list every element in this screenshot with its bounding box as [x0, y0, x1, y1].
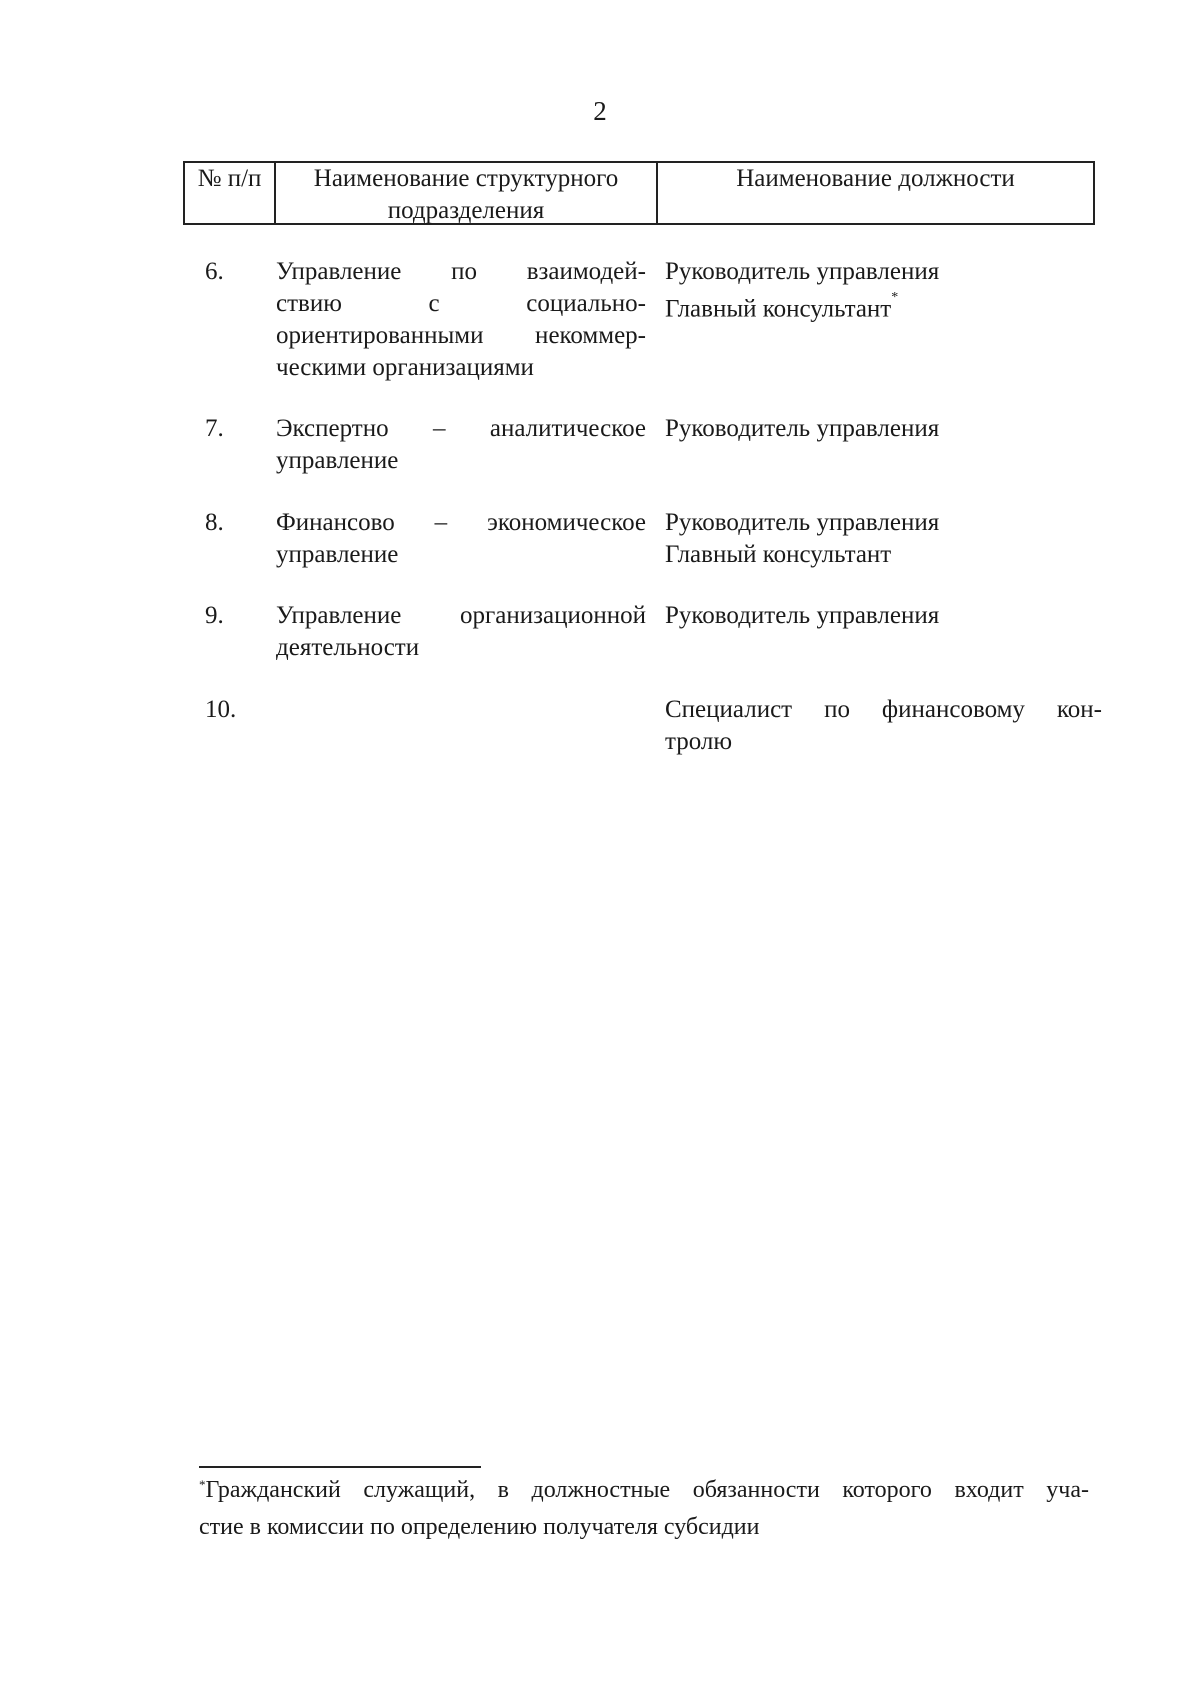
unit-line: Финансово – экономическое	[276, 509, 646, 536]
footnote-marker: *	[199, 1477, 206, 1492]
row-number: 8.	[205, 509, 224, 536]
footnote-text-line1: Гражданский служащий, в должностные обязанности которого входит уча-	[205, 1477, 1089, 1503]
footnote	[199, 1473, 1089, 1544]
table-header	[183, 161, 1095, 225]
position-line: Главный консультант	[665, 295, 892, 323]
position-name	[665, 256, 1102, 325]
header-unit-line1: Наименование структурного	[313, 165, 619, 192]
position-name	[665, 507, 1102, 571]
position-line: Руководитель управления	[665, 258, 940, 285]
unit-line: управление	[276, 541, 399, 568]
position-line: Руководитель управления	[665, 602, 940, 629]
position-line: Специалист по финансовому кон-	[665, 696, 1102, 723]
unit-name	[276, 507, 646, 571]
position-line-with-marker	[665, 288, 1102, 325]
unit-name	[276, 256, 646, 384]
position-name	[665, 413, 1102, 445]
unit-line: управление	[276, 447, 399, 474]
row-number: 7.	[205, 415, 224, 442]
row-number: 9.	[205, 602, 224, 629]
unit-line: ориентированными некоммер-	[276, 322, 646, 349]
position-line: Главный консультант	[665, 541, 892, 568]
footnote-line	[199, 1473, 1089, 1510]
unit-name	[276, 413, 646, 477]
footnote-text-line2: стие в комиссии по определению получателя субсидии	[199, 1514, 760, 1540]
row-number: 6.	[205, 258, 224, 285]
unit-line: Управление по взаимодей-	[276, 258, 646, 285]
unit-line: Управление организационной	[276, 602, 646, 629]
position-line: Руководитель управления	[665, 509, 940, 536]
unit-line: Экспертно – аналитическое	[276, 415, 646, 442]
position-name	[665, 600, 1102, 632]
position-line: тролю	[665, 728, 733, 755]
header-position-column: Наименование должности	[736, 165, 1015, 192]
unit-line: деятельности	[276, 634, 420, 661]
position-line: Руководитель управления	[665, 415, 940, 442]
header-unit-line2: подразделения	[387, 197, 545, 224]
row-number: 10.	[205, 696, 237, 723]
footnote-divider	[199, 1466, 481, 1468]
unit-name	[276, 600, 646, 664]
unit-line: ческими организациями	[276, 354, 534, 381]
position-name	[665, 694, 1102, 758]
page-number: 2	[593, 96, 607, 126]
header-unit-column	[276, 163, 658, 223]
footnote-marker: *	[891, 290, 899, 305]
header-number-column: № п/п	[185, 163, 276, 223]
unit-line: ствию с социально-	[276, 290, 646, 317]
